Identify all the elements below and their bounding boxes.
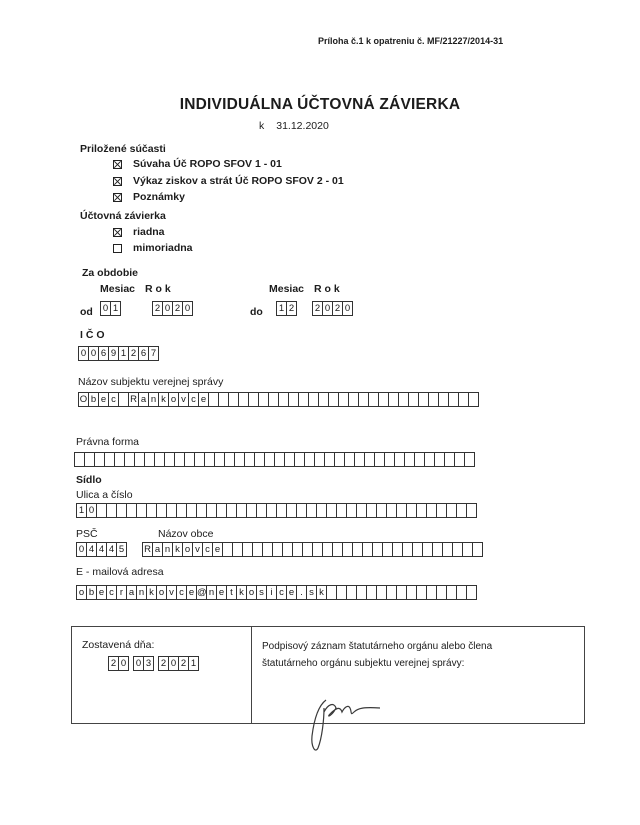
char-cell[interactable]: s: [306, 585, 317, 600]
char-cell[interactable]: 4: [106, 542, 117, 557]
attachment-item-notes[interactable]: [113, 191, 185, 203]
email-field[interactable]: [76, 585, 477, 600]
subject-name-field[interactable]: [78, 392, 479, 407]
char-cell[interactable]: 0: [76, 542, 87, 557]
date-prefix: k: [259, 120, 265, 132]
statement-type-label: mimoriadna: [133, 242, 193, 254]
attachment-label: Poznámky: [133, 191, 185, 203]
char-cell[interactable]: 1: [276, 301, 287, 316]
char-cell[interactable]: e: [286, 585, 297, 600]
from-month-cells[interactable]: [100, 301, 121, 316]
char-cell[interactable]: 2: [312, 301, 323, 316]
char-cell[interactable]: 2: [158, 656, 169, 671]
char-cell[interactable]: e: [212, 542, 223, 557]
char-cell[interactable]: k: [172, 542, 183, 557]
from-year-cells[interactable]: [152, 301, 193, 316]
char-cell[interactable]: 1: [118, 346, 129, 361]
to-year-label: R o k: [314, 283, 340, 295]
char-cell[interactable]: i: [266, 585, 277, 600]
compiled-month-cells[interactable]: [133, 656, 154, 671]
char-cell[interactable]: 0: [342, 301, 353, 316]
char-cell[interactable]: v: [178, 392, 189, 407]
compiled-day-cells[interactable]: [108, 656, 129, 671]
char-cell[interactable]: a: [138, 392, 149, 407]
from-date-field[interactable]: [100, 301, 193, 316]
subject-name-label: Názov subjektu verejnej správy: [78, 376, 224, 388]
ico-label: I Č O: [80, 329, 105, 341]
city-label: Názov obce: [158, 528, 214, 540]
char-cell[interactable]: 1: [76, 503, 87, 518]
legal-form-field[interactable]: [74, 452, 475, 467]
char-cell[interactable]: R: [142, 542, 153, 557]
char-cell[interactable]: n: [162, 542, 173, 557]
char-cell[interactable]: 9: [108, 346, 119, 361]
char-cell[interactable]: 0: [78, 346, 89, 361]
char-cell[interactable]: 6: [98, 346, 109, 361]
char-cell[interactable]: k: [236, 585, 247, 600]
to-label: do: [250, 306, 263, 318]
checkbox-balance-sheet[interactable]: [113, 160, 122, 169]
handwritten-signature: [288, 690, 388, 760]
to-year-cells[interactable]: [312, 301, 353, 316]
char-cell[interactable]: 0: [88, 346, 99, 361]
char-cell[interactable]: s: [256, 585, 267, 600]
char-cell[interactable]: R: [128, 392, 139, 407]
char-cell[interactable]: b: [88, 392, 99, 407]
street-field[interactable]: [76, 503, 477, 518]
signature-section-divider: [251, 626, 252, 724]
char-cell[interactable]: 4: [86, 542, 97, 557]
char-cell[interactable]: 0: [182, 301, 193, 316]
email-label: E - mailová adresa: [76, 566, 164, 578]
statement-date-line: [259, 120, 329, 132]
char-cell[interactable]: 4: [96, 542, 107, 557]
char-cell[interactable]: o: [246, 585, 257, 600]
char-cell[interactable]: e: [98, 392, 109, 407]
statement-type-label: riadna: [133, 226, 165, 238]
checkbox-extraordinary[interactable]: [113, 244, 122, 253]
char-cell[interactable]: 0: [100, 301, 111, 316]
char-cell[interactable]: [466, 585, 477, 600]
ico-field[interactable]: [78, 346, 159, 361]
char-cell[interactable]: 2: [286, 301, 297, 316]
statement-type-heading: Účtovná závierka: [80, 210, 166, 222]
char-cell[interactable]: [466, 503, 477, 518]
from-label: od: [80, 306, 93, 318]
char-cell[interactable]: 0: [168, 656, 179, 671]
compiled-date-field[interactable]: [108, 656, 199, 671]
attachment-label: Výkaz ziskov a strát Úč ROPO SFOV 2 - 01: [133, 175, 344, 187]
psc-field[interactable]: [76, 542, 127, 557]
checkbox-regular[interactable]: [113, 228, 122, 237]
char-cell[interactable]: e: [186, 585, 197, 600]
char-cell[interactable]: e: [198, 392, 209, 407]
char-cell[interactable]: O: [79, 394, 88, 405]
char-cell[interactable]: e: [216, 585, 227, 600]
char-cell[interactable]: 2: [332, 301, 343, 316]
char-cell[interactable]: a: [152, 542, 163, 557]
char-cell[interactable]: 2: [178, 656, 189, 671]
char-cell[interactable]: 0: [162, 301, 173, 316]
legal-form-label: Právna forma: [76, 436, 140, 448]
signature-caption-line1: Podpisový záznam štatutárneho orgánu alebo člena: [262, 641, 493, 652]
char-cell[interactable]: .: [296, 585, 307, 600]
char-cell[interactable]: k: [146, 585, 157, 600]
char-cell[interactable]: 2: [128, 346, 139, 361]
char-cell[interactable]: 3: [143, 656, 154, 671]
char-cell[interactable]: n: [206, 585, 217, 600]
char-cell[interactable]: t: [226, 585, 237, 600]
char-cell[interactable]: [468, 392, 479, 407]
char-cell[interactable]: 6: [138, 346, 149, 361]
char-cell[interactable]: v: [192, 542, 203, 557]
char-cell[interactable]: c: [188, 392, 199, 407]
seat-heading: Sídlo: [76, 474, 102, 486]
char-cell[interactable]: 2: [152, 301, 163, 316]
char-cell[interactable]: 0: [322, 301, 333, 316]
attachment-label: Súvaha Úč ROPO SFOV 1 - 01: [133, 158, 282, 170]
char-cell[interactable]: c: [202, 542, 213, 557]
char-cell[interactable]: c: [108, 392, 119, 407]
char-cell[interactable]: 7: [148, 346, 159, 361]
signature-caption: [262, 638, 492, 672]
street-label: Ulica a číslo: [76, 489, 133, 501]
char-cell[interactable]: [472, 542, 483, 557]
char-cell[interactable]: c: [176, 585, 187, 600]
char-cell[interactable]: r: [116, 585, 127, 600]
char-cell[interactable]: 0: [133, 656, 144, 671]
compiled-year-cells[interactable]: [158, 656, 199, 671]
to-date-field[interactable]: [276, 301, 353, 316]
char-cell[interactable]: o: [76, 585, 87, 600]
attachment-item-profit-loss[interactable]: [113, 175, 344, 187]
char-cell[interactable]: b: [86, 585, 97, 600]
checkbox-notes[interactable]: [113, 193, 122, 202]
city-field[interactable]: [142, 542, 483, 557]
char-cell[interactable]: [464, 452, 475, 467]
period-heading: Za obdobie: [82, 267, 138, 279]
statement-type-regular[interactable]: [113, 226, 165, 238]
char-cell[interactable]: n: [148, 392, 159, 407]
char-cell[interactable]: 2: [108, 656, 119, 671]
attachment-item-balance-sheet[interactable]: [113, 158, 282, 170]
from-year-label: R o k: [145, 283, 171, 295]
char-cell[interactable]: k: [316, 585, 327, 600]
char-cell[interactable]: 0: [86, 503, 97, 518]
attachments-heading: Priložené súčasti: [80, 143, 166, 155]
char-cell[interactable]: 0: [118, 656, 129, 671]
char-cell[interactable]: c: [276, 585, 287, 600]
compiled-date-label: Zostavená dňa:: [82, 639, 155, 651]
psc-label: PSČ: [76, 528, 98, 540]
char-cell[interactable]: 1: [188, 656, 199, 671]
document-title: INDIVIDUÁLNA ÚČTOVNÁ ZÁVIERKA: [179, 96, 461, 113]
statement-type-extraordinary[interactable]: [113, 242, 193, 254]
char-cell[interactable]: o: [156, 585, 167, 600]
char-cell[interactable]: v: [166, 585, 177, 600]
checkbox-profit-loss[interactable]: [113, 177, 122, 186]
char-cell[interactable]: 1: [110, 301, 121, 316]
char-cell[interactable]: @: [197, 587, 207, 598]
char-cell[interactable]: 2: [172, 301, 183, 316]
char-cell[interactable]: c: [106, 585, 117, 600]
char-cell[interactable]: n: [136, 585, 147, 600]
char-cell[interactable]: o: [168, 392, 179, 407]
signature-caption-line2: štatutárneho orgánu subjektu verejnej správy:: [262, 658, 465, 669]
to-month-cells[interactable]: [276, 301, 297, 316]
char-cell[interactable]: 5: [116, 542, 127, 557]
char-cell[interactable]: e: [96, 585, 107, 600]
annex-reference: Príloha č.1 k opatreniu č. MF/21227/2014-31: [318, 36, 504, 46]
char-cell[interactable]: k: [158, 392, 169, 407]
from-month-label: Mesiac: [100, 283, 136, 295]
statement-date: 31.12.2020: [276, 120, 329, 132]
char-cell[interactable]: a: [126, 585, 137, 600]
to-month-label: Mesiac: [269, 283, 305, 295]
char-cell[interactable]: o: [182, 542, 193, 557]
